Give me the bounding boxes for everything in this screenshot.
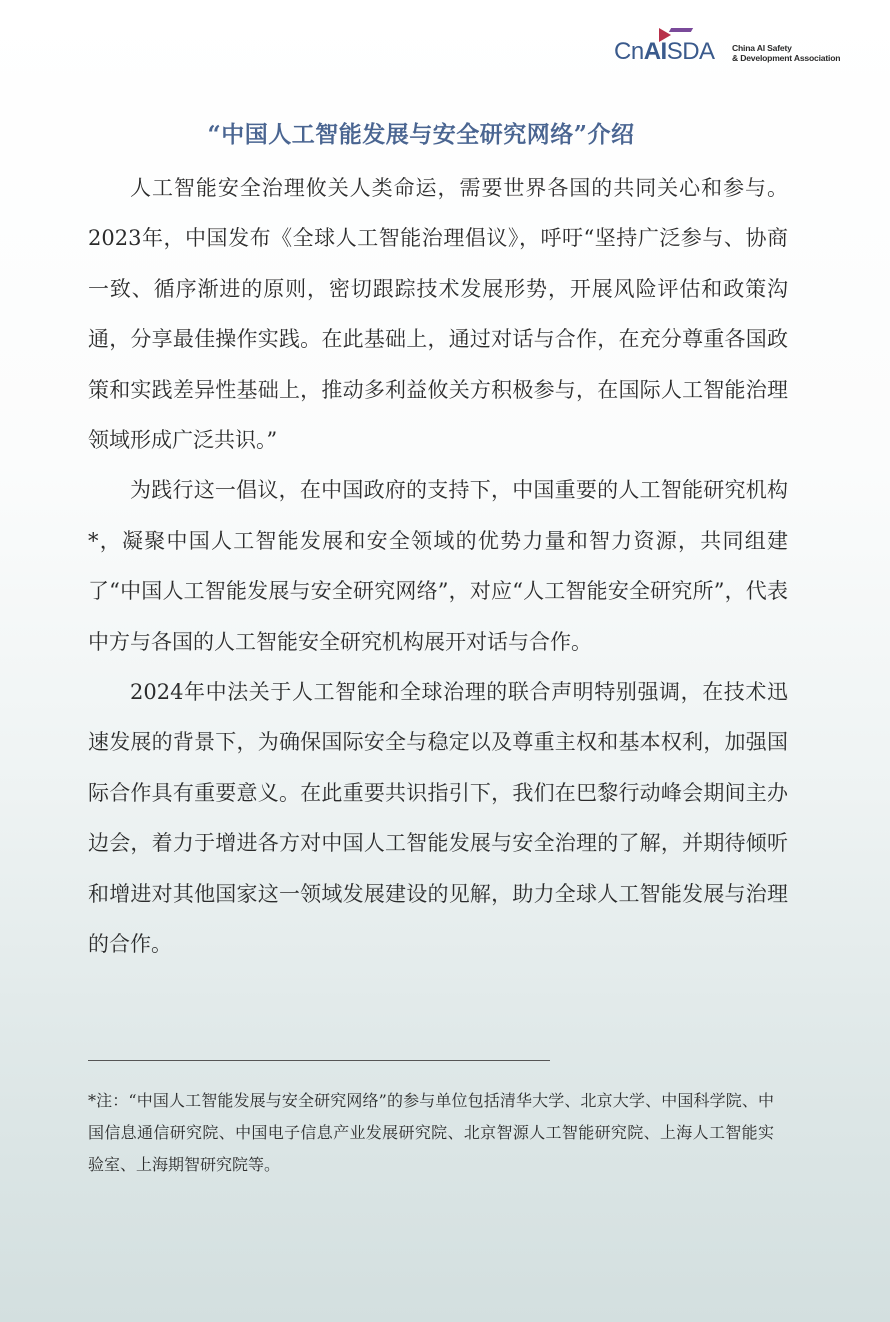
paragraph-1: 人工智能安全治理攸关人类命运，需要世界各国的共同关心和参与。2023年，中国发布《全球人工智能治理倡议》，呼吁“坚持广泛参与、协商一致、循序渐进的原则，密切跟踪技术发展形势，开展风险评估和政策沟通，分享最佳操作实践。在此基础上，通过对话与合作，在充分尊重各国政策和实践差异性基础上，推动多利益攸关方积极参与，在国际人工智能治理领域形成广泛共识。” xyxy=(88,176,788,453)
body-text xyxy=(88,163,788,970)
footnote-divider xyxy=(88,1060,550,1061)
logo-wordmark-suffix: SDA xyxy=(666,38,715,65)
logo-flag-stripe-icon xyxy=(669,28,693,32)
logo-subtitle-line2: & Development Association xyxy=(732,53,841,63)
paragraph-3: 2024年中法关于人工智能和全球治理的联合声明特别强调，在技术迅速发展的背景下，为确保国际安全与稳定以及尊重主权和基本权利，加强国际合作具有重要意义。在此重要共识指引下，我们在巴黎行动峰会期间主办边会，着力于增进各方对中国人工智能发展与安全治理的了解，并期待倾听和增进对其他国家这一领域发展建设的见解，助力全球人工智能发展与治理的合作。 xyxy=(88,680,788,957)
logo-wordmark-prefix: Cn xyxy=(614,38,644,65)
logo-subtitle xyxy=(732,43,840,63)
cnaisda-logo xyxy=(614,26,850,76)
footnote: *注：“中国人工智能发展与安全研究网络”的参与单位包括清华大学、北京大学、中国科学院、中国信息通信研究院、中国电子信息产业发展研究院、北京智源人工智能研究院、上海人工智能实验室、上海期智研究院等。 xyxy=(88,1091,774,1174)
paragraph-2: 为践行这一倡议，在中国政府的支持下，中国重要的人工智能研究机构*，凝聚中国人工智能发展和安全领域的优势力量和智力资源，共同组建了“中国人工智能发展与安全研究网络”，对应“人工智能安全研究所”，代表中方与各国的人工智能安全研究机构展开对话与合作。 xyxy=(88,478,788,654)
logo-wordmark xyxy=(614,40,715,64)
page-title: “中国人工智能发展与安全研究网络”介绍 xyxy=(207,121,635,148)
logo-subtitle-line1: China AI Safety xyxy=(732,43,792,53)
logo-wordmark-ai: AI xyxy=(643,38,667,65)
